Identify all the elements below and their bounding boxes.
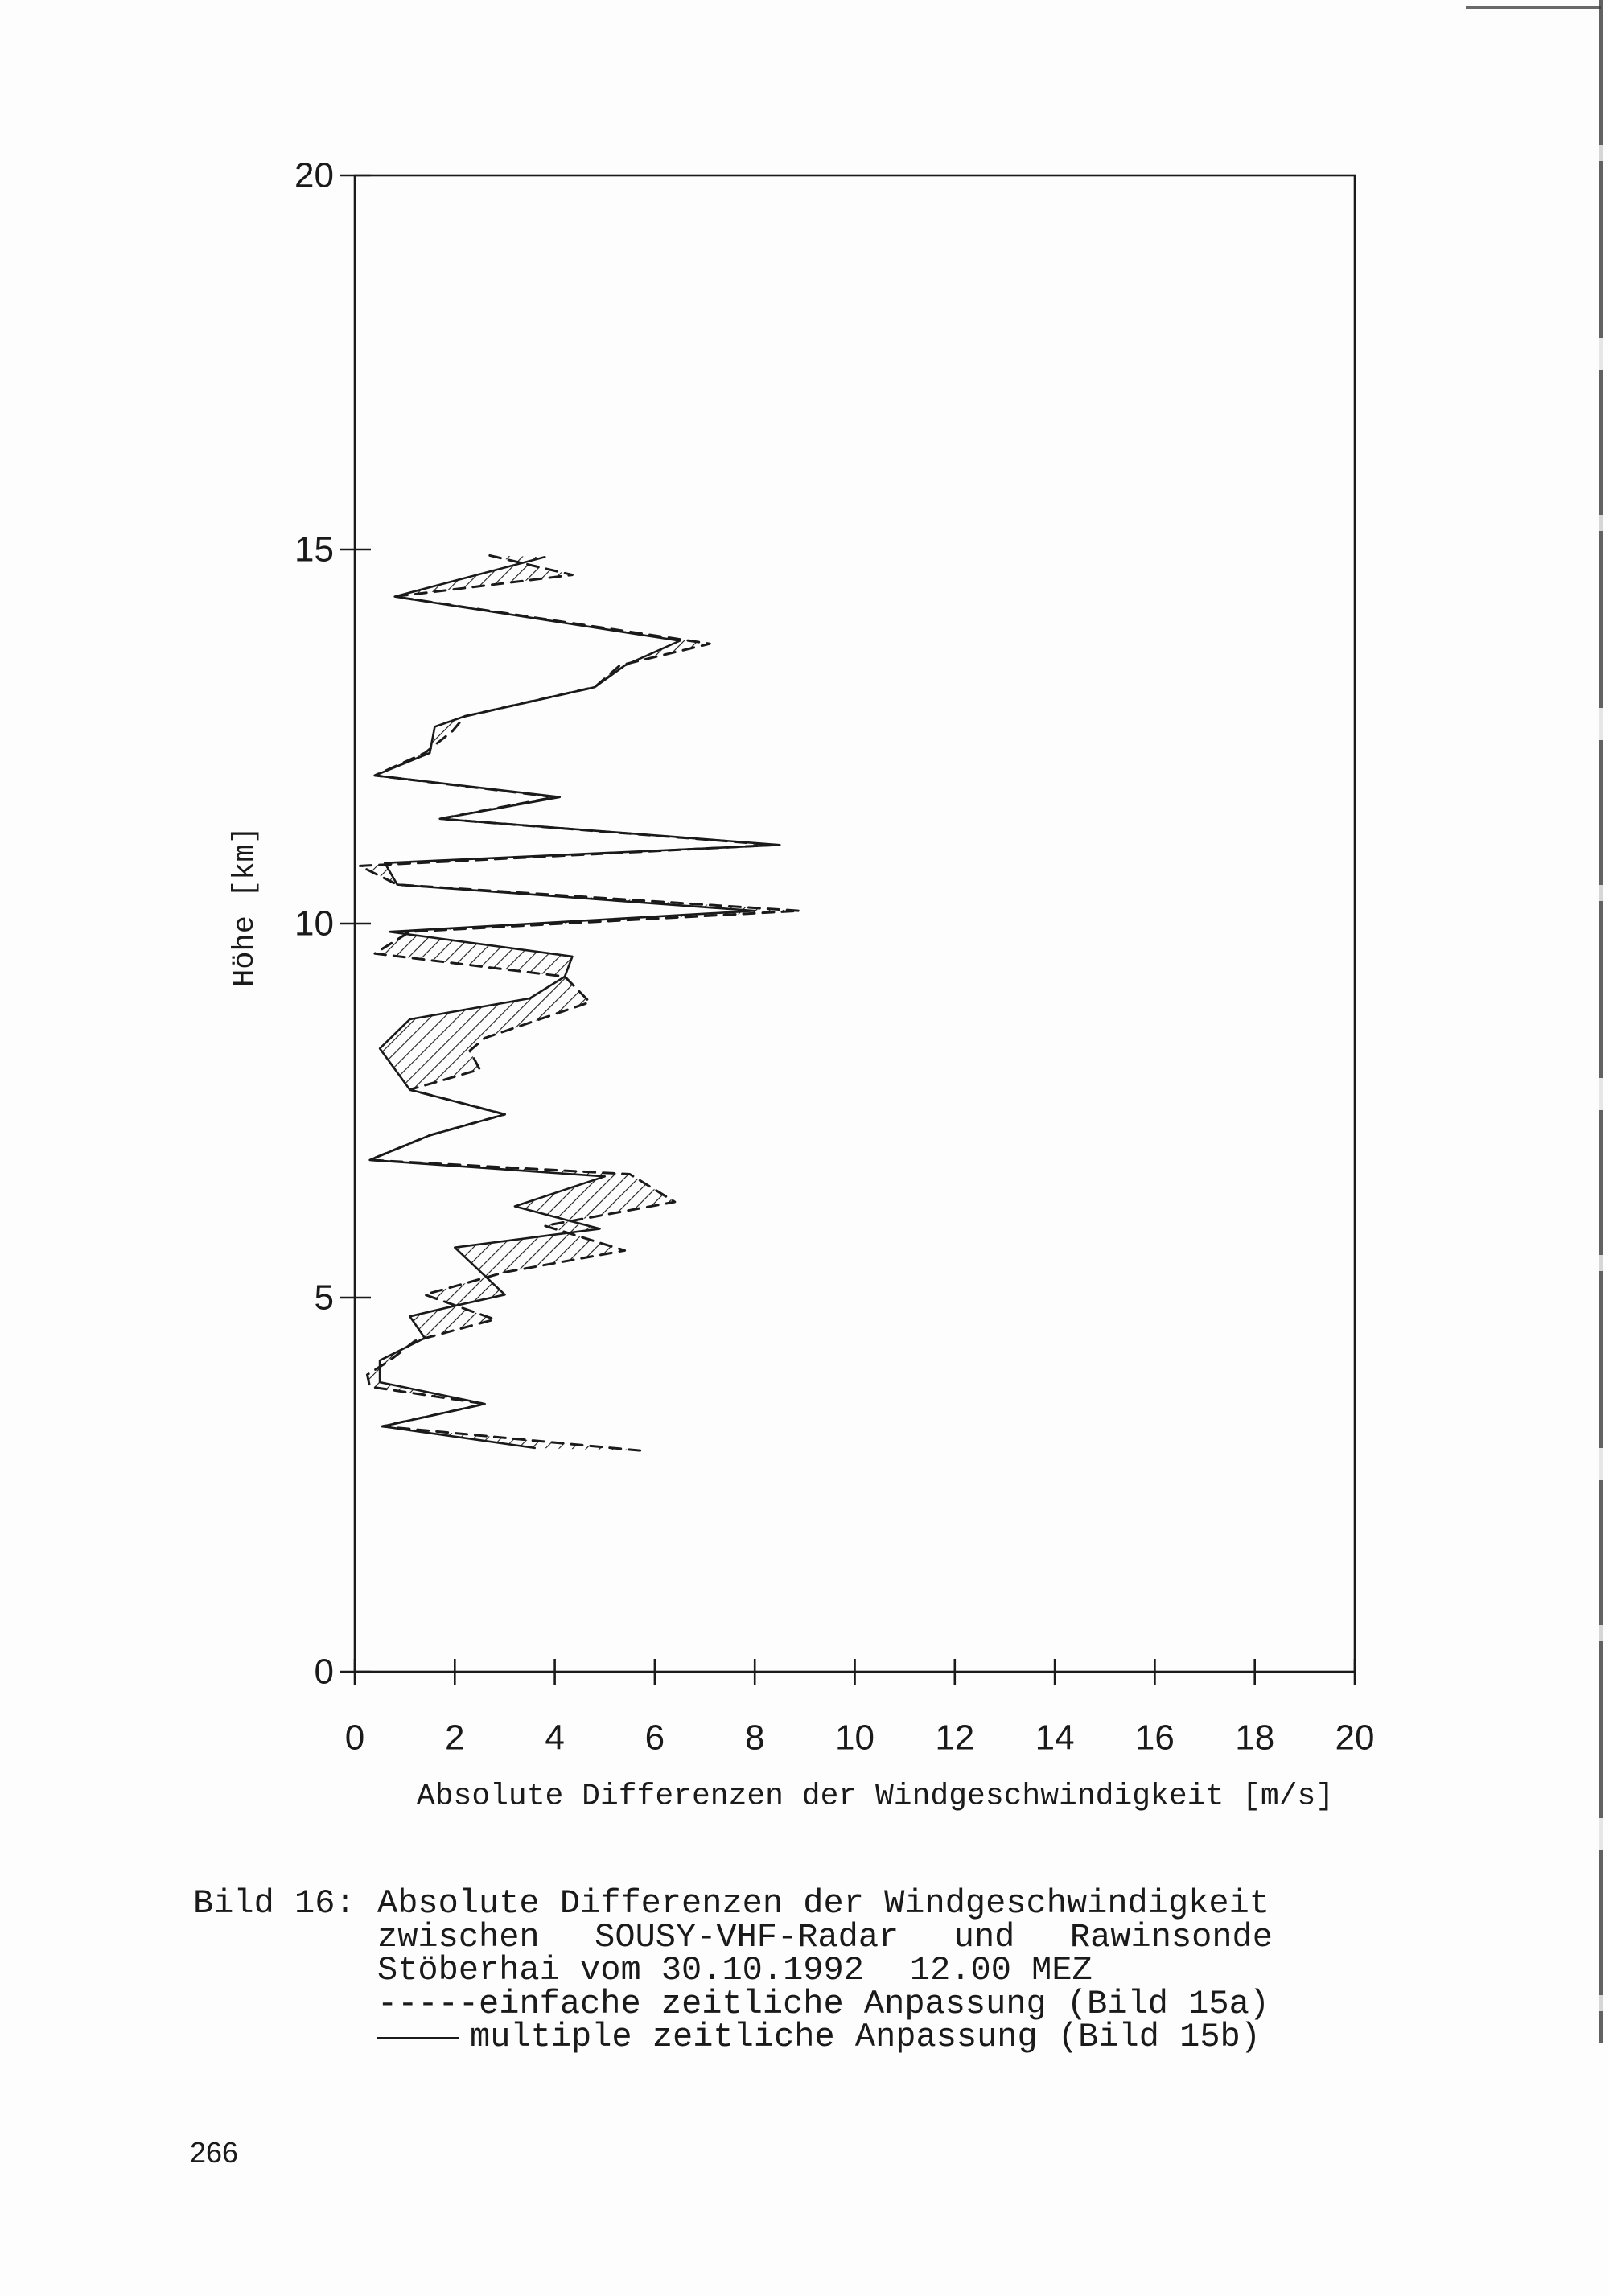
x-tick-label: 14 [1035,1718,1075,1758]
y-tick-label: 0 [314,1652,334,1692]
y-tick-label: 15 [294,529,334,570]
x-tick-label: 12 [935,1718,975,1758]
x-axis-label: Absolute Differenzen der Windgeschwindigkeit [m/s] [416,1779,1335,1814]
caption-word: und [953,1917,1015,1957]
x-tick-label: 8 [744,1718,765,1758]
legend-entry-solid-content [377,2018,1273,2056]
legend-dashed-label: einfache zeitliche Anpassung (Bild 15a) [479,1984,1270,2023]
x-tick-label: 16 [1134,1718,1175,1758]
caption-figure-number: Bild 16: [193,1884,356,1923]
legend-solid-label: multiple zeitliche Anpassung (Bild 15b) [470,2018,1261,2056]
y-tick-label: 10 [294,903,334,944]
caption-word: zwischen [377,1917,540,1957]
x-tick-label: 0 [344,1718,365,1758]
x-tick-label: 6 [644,1718,665,1758]
caption-time: 12.00 MEZ [909,1951,1093,1989]
legend-solid-marker [377,2037,459,2039]
caption-line-2 [193,1917,1273,1957]
y-axis-label: Höhe [km] [228,826,262,987]
y-tick-label: 5 [314,1278,334,1318]
y-tick-label: 20 [294,155,334,195]
caption-place-date: Stöberhai vom 30.10.1992 [377,1951,864,1989]
plot-frame [355,175,1355,1672]
caption-line-3 [193,1951,1273,1989]
caption-title: Absolute Differenzen der Windgeschwindigkeit [377,1884,1270,1923]
caption-word: Rawinsonde [1069,1917,1273,1957]
x-tick-label: 18 [1235,1718,1275,1758]
caption-line-3-content [377,1951,1273,1989]
x-tick-label: 4 [545,1718,565,1758]
legend-entry-solid [193,2018,1273,2056]
caption-word: SOUSY-VHF-Radar [595,1917,899,1957]
caption-line-1 [193,1884,1273,1923]
legend-dashed-marker: ----- [377,1984,479,2023]
legend-entry-dashed-content [377,1984,1273,2023]
x-tick-label: 10 [835,1718,874,1758]
legend-entry-dashed [193,1984,1273,2023]
axes [340,175,1355,1685]
caption-line-2-words [377,1917,1273,1957]
x-tick-label: 2 [445,1718,465,1758]
figure-caption [193,1884,1273,2056]
page-number: 266 [190,2136,239,2169]
x-tick-label: 20 [1335,1718,1375,1758]
